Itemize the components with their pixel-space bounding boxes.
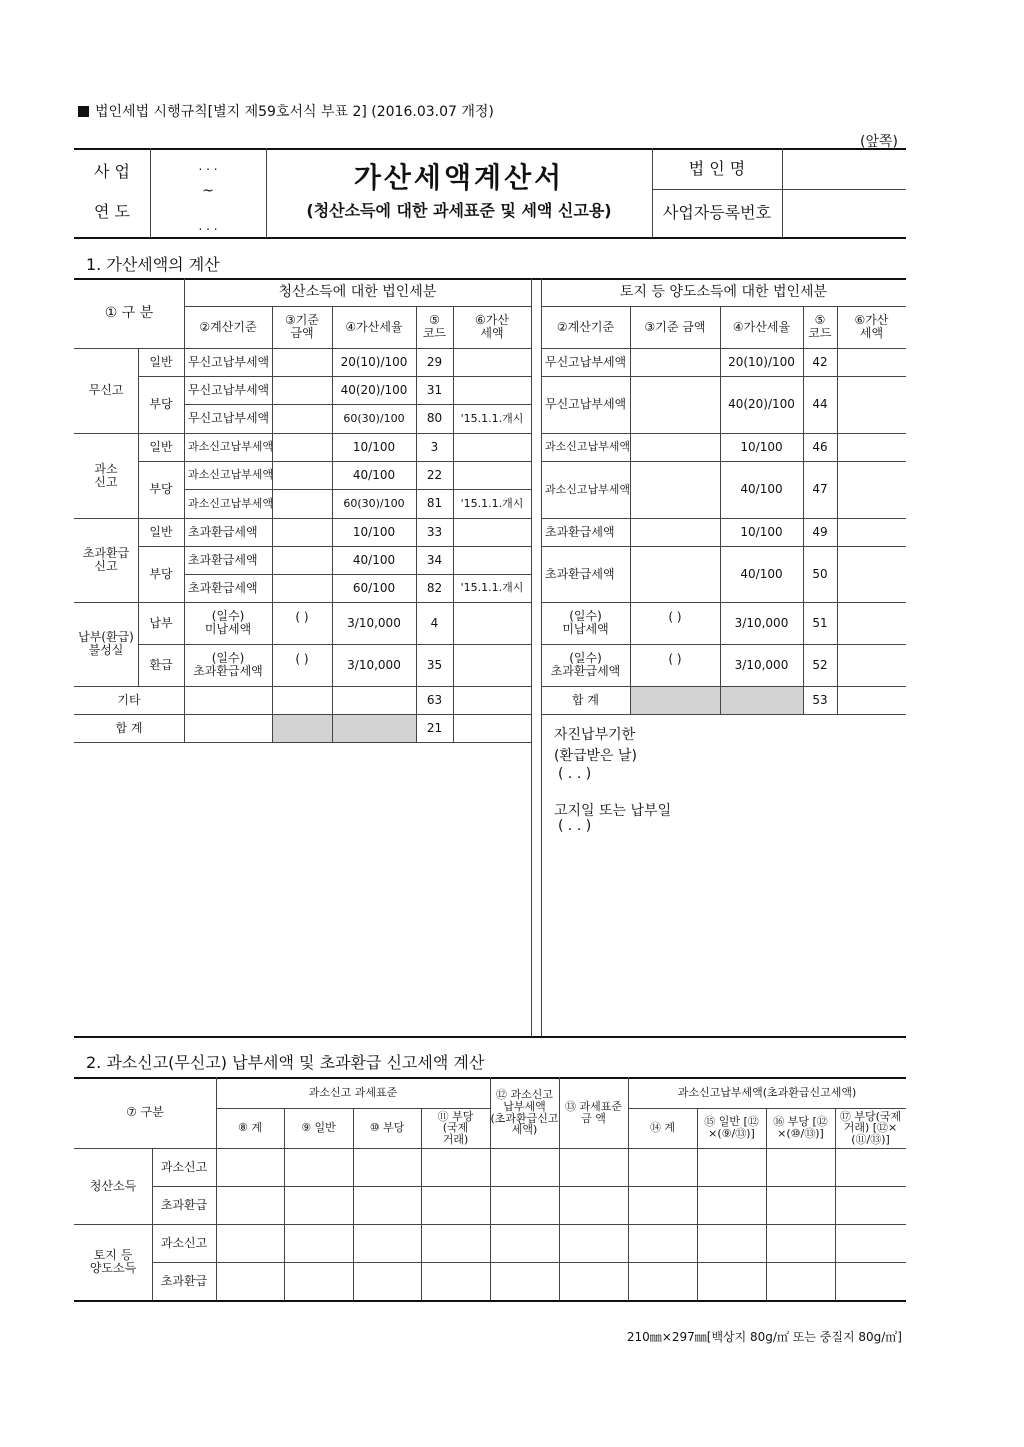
sub-improper: 부당 bbox=[149, 397, 173, 412]
s2-col-under-tax: ⑫ 과소신고 납부세액 (초과환급신고 세액) bbox=[490, 1088, 559, 1137]
col-penalty: ⑥가산 세액 bbox=[475, 313, 509, 340]
col-code: ⑤ 코드 bbox=[422, 313, 447, 340]
r-row-code: 46 bbox=[812, 439, 828, 454]
row-code: 29 bbox=[426, 354, 443, 369]
other-code: 63 bbox=[426, 692, 443, 707]
regulation-line bbox=[78, 101, 494, 121]
row-basis: 과소신고납부세액 bbox=[188, 440, 274, 454]
row-rate: 20(10)/100 bbox=[340, 354, 408, 369]
s2-liq-income: 청산소득 bbox=[89, 1178, 137, 1193]
row-note: '15.1.1.개시 bbox=[460, 581, 524, 595]
row-days-field[interactable]: ( ) bbox=[295, 651, 309, 666]
date-tilde: ~ bbox=[202, 182, 214, 199]
r-row-basis: (일수) 미납세액 bbox=[562, 609, 609, 636]
r-row-basis: 초과환급세액 bbox=[545, 566, 615, 581]
row-code: 22 bbox=[426, 467, 443, 482]
s2-col-improper-intl: ⑪ 부당 (국제 거래) bbox=[437, 1109, 474, 1146]
group-unpaid: 납부(환급) 불성실 bbox=[78, 630, 134, 657]
corp-name-field[interactable] bbox=[784, 150, 904, 188]
s2-over-refund: 초과환급 bbox=[160, 1197, 208, 1212]
r-col-rate: ④가산세율 bbox=[732, 319, 791, 334]
s2-col-imp-calc: ⑯ 부당 [⑫ ×(⑩/⑬)] bbox=[773, 1115, 828, 1140]
r-row-rate: 3/10,000 bbox=[734, 615, 789, 630]
r-row-days-field[interactable]: ( ) bbox=[668, 609, 682, 624]
r-row-basis: 과소신고납부세액 bbox=[545, 440, 631, 454]
col-base-amount: ③기준 금액 bbox=[285, 313, 319, 340]
row-rate: 40(20)/100 bbox=[340, 382, 408, 397]
r-row-rate: 10/100 bbox=[740, 439, 783, 454]
group-overrefund: 초과환급 신고 bbox=[82, 546, 130, 573]
r-row-code: 47 bbox=[812, 482, 828, 497]
r-col-base-amount: ③기준 금액 bbox=[644, 319, 706, 334]
bizno-label: 사업자등록번호 bbox=[662, 202, 772, 222]
row-basis: (일수) 초과환급세액 bbox=[193, 651, 263, 678]
due-label: 자진납부기한 bbox=[554, 727, 636, 743]
col-basis: ②계산기준 bbox=[199, 319, 257, 334]
s2-col-category: ⑦ 구분 bbox=[126, 1105, 164, 1120]
start-date-field[interactable]: . . . bbox=[198, 158, 218, 173]
r-row-code: 44 bbox=[812, 397, 828, 412]
row-days-field[interactable]: ( ) bbox=[295, 609, 309, 624]
row-code: 34 bbox=[426, 552, 443, 567]
row-rate: 3/10,000 bbox=[347, 615, 401, 630]
col-category: ① 구 분 bbox=[104, 304, 154, 321]
total-label: 합 계 bbox=[115, 720, 143, 735]
row-code: 33 bbox=[426, 524, 443, 539]
r-row-code: 52 bbox=[812, 657, 828, 672]
total-amount-shade bbox=[273, 715, 332, 742]
s2-col-gen-calc: ⑮ 일반 [⑫ ×(⑨/⑬)] bbox=[704, 1115, 759, 1140]
col-rate: ④가산세율 bbox=[345, 319, 403, 334]
row-rate: 10/100 bbox=[352, 439, 396, 454]
group-nonfiling: 무신고 bbox=[88, 383, 124, 398]
s2-group-under-tax: 과소신고납부세액(초과환급신고세액) bbox=[677, 1085, 857, 1099]
row-code: 31 bbox=[426, 382, 443, 397]
sub-general: 일반 bbox=[149, 354, 173, 369]
r-row-code: 42 bbox=[812, 354, 828, 369]
row-code: 3 bbox=[430, 439, 439, 454]
notice-date-field[interactable]: ( . . ) bbox=[558, 818, 592, 834]
r-row-rate: 40(20)/100 bbox=[728, 397, 795, 412]
sub-general: 일반 bbox=[149, 439, 173, 454]
r-row-rate: 20(10)/100 bbox=[728, 354, 795, 369]
s2-col-general: ⑨ 일반 bbox=[301, 1121, 336, 1135]
s2-over-refund: 초과환급 bbox=[160, 1273, 208, 1288]
row-basis: 초과환급세액 bbox=[188, 552, 258, 567]
row-basis: 초과환급세액 bbox=[188, 580, 258, 595]
sub-refund: 환급 bbox=[149, 657, 173, 672]
year-label-top: 사 업 bbox=[94, 161, 130, 181]
group-underreport: 과소 신고 bbox=[94, 461, 118, 489]
row-code: 80 bbox=[426, 411, 443, 426]
s2-col-taxbase: ⑬ 과세표준 금 액 bbox=[564, 1099, 622, 1125]
square-bullet-icon bbox=[78, 106, 89, 117]
other-label: 기타 bbox=[117, 692, 141, 707]
r-row-rate: 40/100 bbox=[740, 566, 783, 581]
row-basis: 무신고납부세액 bbox=[188, 411, 270, 426]
sub-improper: 부당 bbox=[149, 566, 173, 581]
row-code: 81 bbox=[426, 496, 443, 511]
due-date-field[interactable]: ( . . ) bbox=[558, 766, 592, 782]
row-rate: 60(30)/100 bbox=[343, 411, 405, 425]
section1-heading: 1. 가산세액의 계산 bbox=[86, 255, 220, 274]
row-basis: 무신고납부세액 bbox=[188, 354, 270, 369]
page-side: (앞쪽) bbox=[860, 134, 898, 150]
r-col-basis: ②계산기준 bbox=[556, 319, 615, 334]
form-title: 가산세액계산서 bbox=[353, 161, 565, 195]
total-code: 21 bbox=[426, 720, 443, 735]
r-row-code: 50 bbox=[812, 566, 828, 581]
row-rate: 60/100 bbox=[352, 580, 396, 595]
row-basis: 무신고납부세액 bbox=[188, 382, 270, 397]
right-total-rate-shade bbox=[721, 687, 803, 714]
right-total-amount-shade bbox=[631, 687, 720, 714]
s2-under-report: 과소신고 bbox=[160, 1235, 208, 1250]
r-row-rate: 40/100 bbox=[740, 482, 783, 497]
bizno-field[interactable] bbox=[784, 191, 904, 235]
sub-improper: 부당 bbox=[149, 482, 173, 497]
row-basis: 과소신고납부세액 bbox=[188, 468, 274, 482]
notice-label: 고지일 또는 납부일 bbox=[554, 803, 672, 819]
corp-name-label: 법 인 명 bbox=[688, 158, 746, 178]
r-total-label: 합 계 bbox=[572, 692, 599, 707]
due-label-sub: (환급받은 날) bbox=[554, 748, 637, 764]
row-rate: 3/10,000 bbox=[347, 657, 401, 672]
r-col-penalty: ⑥가산 세액 bbox=[854, 313, 889, 340]
s2-group-taxbase: 과소신고 과세표준 bbox=[308, 1085, 398, 1099]
row-basis: 과소신고납부세액 bbox=[188, 496, 274, 510]
end-date-field[interactable]: . . . bbox=[198, 218, 218, 233]
row-basis: 초과환급세액 bbox=[188, 524, 258, 539]
left-group-header: 청산소득에 대한 법인세분 bbox=[278, 283, 437, 300]
s2-under-report: 과소신고 bbox=[160, 1159, 208, 1174]
row-rate: 40/100 bbox=[352, 552, 396, 567]
total-rate-shade bbox=[333, 715, 416, 742]
row-basis: (일수) 미납세액 bbox=[204, 609, 252, 636]
s2-land-income: 토지 등 양도소득 bbox=[89, 1248, 137, 1275]
r-total-code: 53 bbox=[812, 692, 828, 707]
s2-col-intl-calc: ⑰ 부당(국제 거래) [⑫× (⑪/⑬)] bbox=[839, 1109, 902, 1146]
r-row-basis: 과소신고납부세액 bbox=[545, 482, 631, 496]
right-group-header: 토지 등 양도소득에 대한 법인세분 bbox=[619, 283, 828, 300]
year-label-bottom: 연 도 bbox=[94, 201, 130, 221]
r-row-code: 51 bbox=[812, 615, 828, 630]
r-row-basis: (일수) 초과환급세액 bbox=[550, 651, 621, 678]
s2-col-total: ⑧ 계 bbox=[238, 1121, 262, 1135]
r-col-code: ⑤ 코드 bbox=[808, 313, 832, 340]
sub-general: 일반 bbox=[149, 524, 173, 539]
row-rate: 40/100 bbox=[352, 467, 396, 482]
r-row-basis: 무신고납부세액 bbox=[545, 397, 627, 412]
row-rate: 60(30)/100 bbox=[343, 496, 405, 510]
r-row-code: 49 bbox=[812, 524, 828, 539]
regulation-text: 법인세법 시행규칙[별지 제59호서식 부표 2] (2016.03.07 개정) bbox=[95, 104, 494, 120]
paper-spec: 210㎜×297㎜[백상지 80g/㎡ 또는 중질지 80g/㎡] bbox=[626, 1330, 902, 1344]
row-rate: 10/100 bbox=[352, 524, 396, 539]
r-row-basis: 초과환급세액 bbox=[545, 524, 615, 539]
row-note: '15.1.1.개시 bbox=[460, 411, 524, 425]
form-subtitle: (청산소득에 대한 과세표준 및 세액 신고용) bbox=[306, 200, 612, 220]
row-note: '15.1.1.개시 bbox=[460, 496, 524, 510]
section2-heading: 2. 과소신고(무신고) 납부세액 및 초과환급 신고세액 계산 bbox=[86, 1053, 485, 1072]
s2-col-sum: ⑭ 계 bbox=[649, 1121, 676, 1135]
s2-col-improper: ⑩ 부당 bbox=[369, 1121, 405, 1135]
r-row-rate: 10/100 bbox=[740, 524, 783, 539]
r-row-days-field[interactable]: ( ) bbox=[668, 651, 682, 666]
r-row-rate: 3/10,000 bbox=[734, 657, 789, 672]
row-code: 35 bbox=[426, 657, 443, 672]
row-code: 82 bbox=[426, 580, 443, 595]
sub-payment: 납부 bbox=[149, 615, 173, 630]
r-row-basis: 무신고납부세액 bbox=[545, 354, 627, 369]
row-code: 4 bbox=[430, 615, 439, 630]
